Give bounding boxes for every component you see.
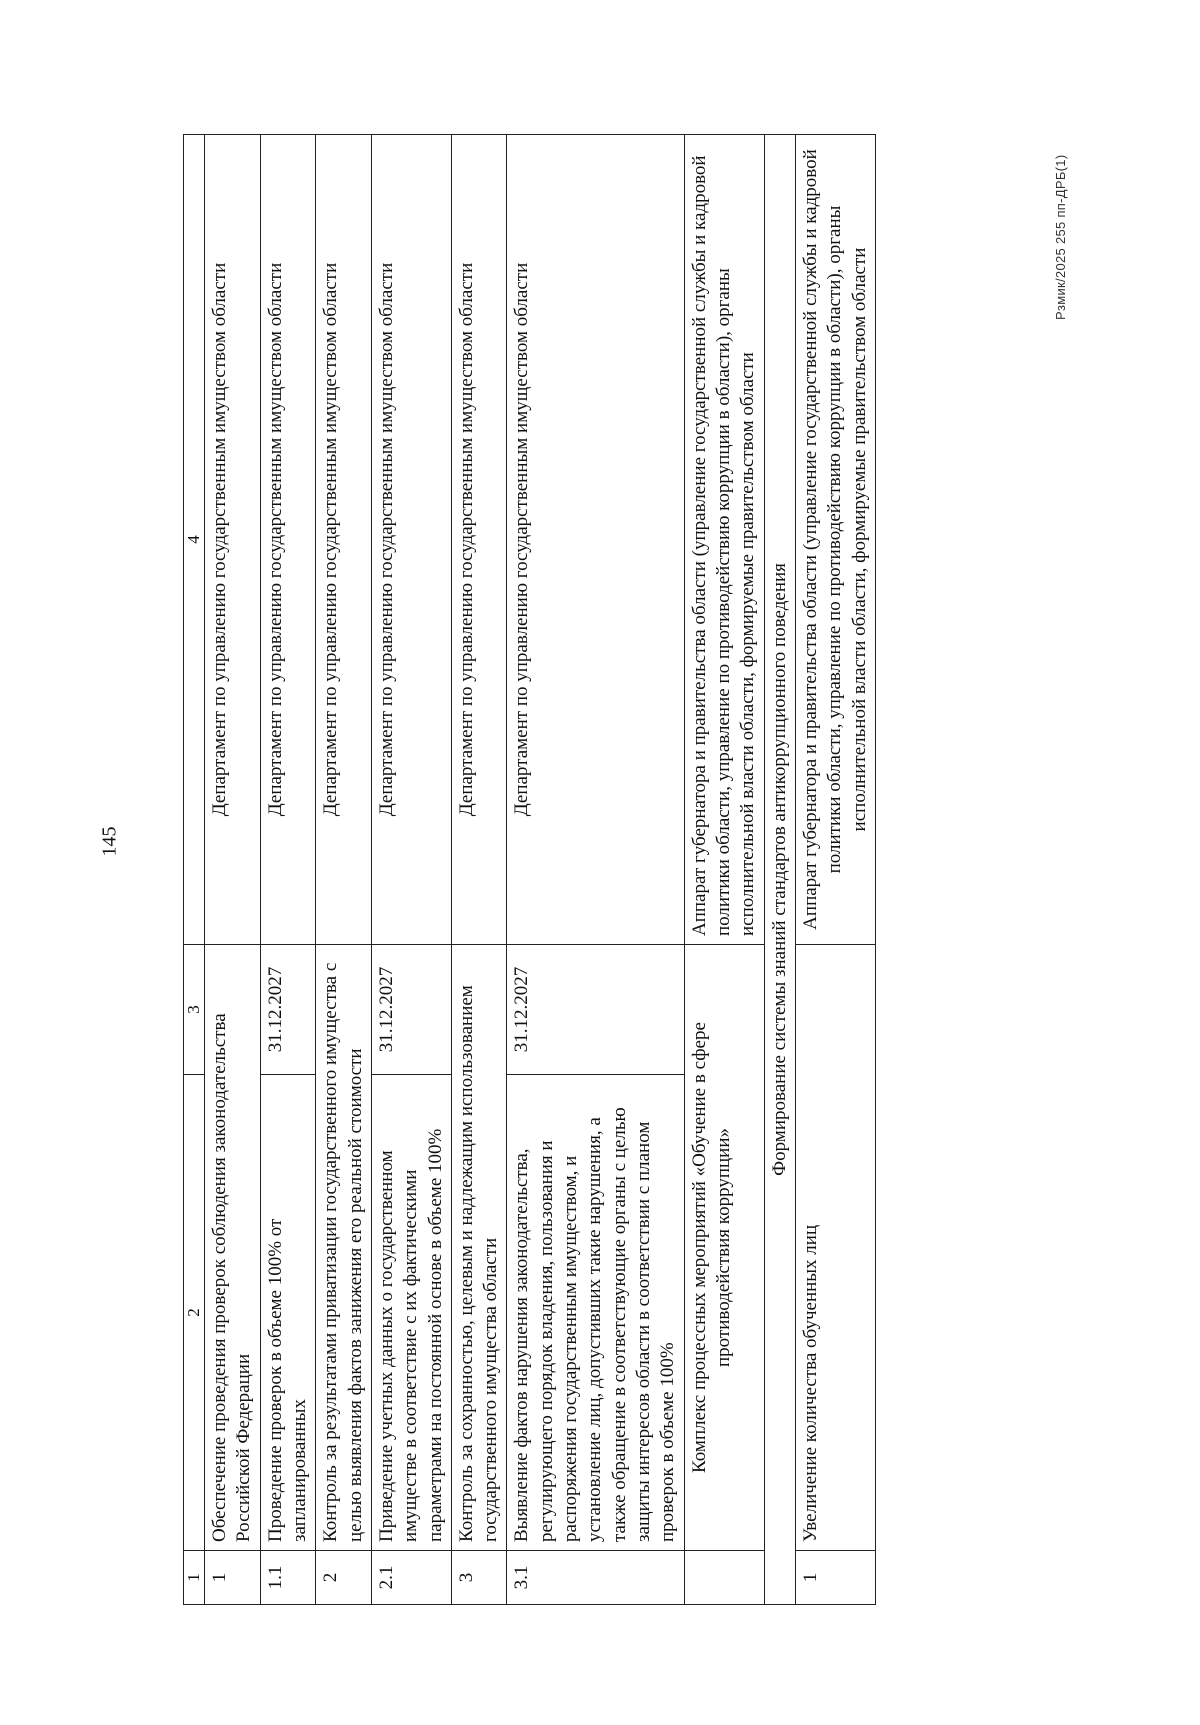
row-task: Контроль за сохранностью, целевым и надлежащим использованием государственного имущества области (451, 945, 507, 1551)
page-number: 145 (98, 826, 121, 857)
process-complex-title: Комплекс процессных мероприятий «Обучение в сфере противодействия коррупции» (684, 945, 764, 1551)
row-deadline: 31.12.2027 (371, 945, 451, 1075)
row-task: Увеличение количества обученных лиц (795, 945, 875, 1551)
row-number: 3.1 (507, 1551, 684, 1605)
table-row (205, 135, 261, 1605)
row-number: 3 (451, 1551, 507, 1605)
document-footer-code: Рзмик/2025 255 пп-ДРБ(1) (1053, 154, 1068, 320)
row-number: 2 (316, 1551, 372, 1605)
row-task: Контроль за результатами приватизации государственного имущества с целью выявления фактов занижения его реальной стоимости (316, 945, 372, 1551)
table-row (507, 135, 684, 1605)
table-header-row (184, 135, 205, 1605)
row-responsible: Аппарат губернатора и правительства области (управление государственной службы и кадровой политики области, управление по противодействию коррупции в области), органы исполнительной власти области, формируемые правительством области (684, 135, 764, 945)
row-responsible: Департамент по управлению государственным имуществом области (507, 135, 684, 945)
row-responsible: Аппарат губернатора и правительства области (управление государственной службы и кадровой политики области, управление по противодействию коррупции в области), органы исполнительной власти области, формируемые правительством области (795, 135, 875, 945)
row-responsible: Департамент по управлению государственным имуществом области (316, 135, 372, 945)
table-row (451, 135, 507, 1605)
row-number: 2.1 (371, 1551, 451, 1605)
table-row (260, 135, 316, 1605)
row-deadline: 31.12.2027 (260, 945, 316, 1075)
row-task: Проведение проверок в объеме 100% от запланированных (260, 1075, 316, 1551)
row-task: Выявление фактов нарушения законодательства, регулирующего порядок владения, пользования и распоряжения государственным имуществом, и установление лиц, допустивших такие нарушения, а также обращение в соответствующие органы с целью защиты интересов области в соответствии с планом проверок в объеме 100% (507, 1075, 684, 1551)
row-number: 1 (795, 1551, 875, 1605)
header-col-4: 4 (184, 135, 205, 945)
row-number: 1 (205, 1551, 261, 1605)
header-col-1: 1 (184, 1551, 205, 1605)
section-row (764, 135, 795, 1605)
row-number: 1.1 (260, 1551, 316, 1605)
table-row (684, 135, 764, 1605)
row-deadline: 31.12.2027 (507, 945, 684, 1075)
row-task: Приведение учетных данных о государственном имуществе в соответствие с их фактическими параметрами на постоянной основе в объеме 100% (371, 1075, 451, 1551)
table-row (795, 135, 875, 1605)
section-title: Формирование системы знаний стандартов антикоррупционного поведения (764, 135, 795, 1605)
row-responsible: Департамент по управлению государственным имуществом области (205, 135, 261, 945)
row-responsible: Департамент по управлению государственным имуществом области (451, 135, 507, 945)
rotated-table-sheet (183, 135, 1063, 1605)
header-col-3: 3 (184, 945, 205, 1075)
activity-plan-table (183, 134, 876, 1605)
row-responsible: Департамент по управлению государственным имуществом области (260, 135, 316, 945)
row-task: Обеспечение проведения проверок соблюдения законодательства Российской Федерации (205, 945, 261, 1551)
header-col-2: 2 (184, 1075, 205, 1551)
row-number (684, 1551, 764, 1605)
table-row (316, 135, 372, 1605)
row-responsible: Департамент по управлению государственным имуществом области (371, 135, 451, 945)
table-row (371, 135, 451, 1605)
